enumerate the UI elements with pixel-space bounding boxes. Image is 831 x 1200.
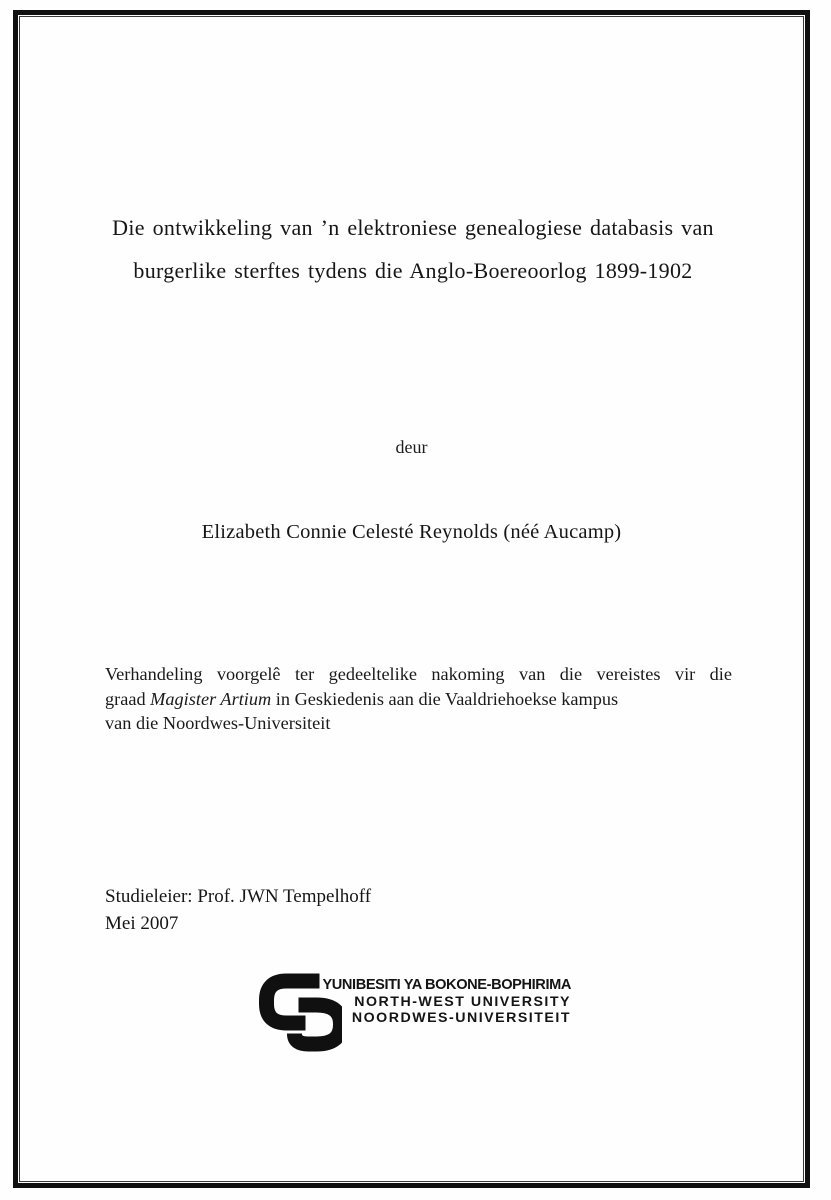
logo-text-setswana: YUNIBESITI YA BOKONE-BOPHIRIMA: [322, 977, 571, 993]
logo-text-afrikaans: NOORDWES-UNIVERSITEIT: [351, 1010, 571, 1027]
imprint-block: [105, 884, 371, 937]
thesis-title-line1: Die ontwikkeling van ’n elektroniese genealogiese databasis van: [112, 215, 714, 240]
thesis-title: [55, 206, 771, 292]
degree-statement-line1: Verhandeling voorgelê ter gedeeltelike nakoming van die vereistes vir die: [105, 664, 732, 684]
university-logo-text: [322, 977, 571, 1027]
author-name: Elizabeth Connie Celesté Reynolds (néé Aucamp): [201, 521, 622, 543]
university-logo: [258, 966, 578, 1056]
byline: deur: [395, 437, 428, 457]
degree-statement-line2: graad Magister Artium in Geskiedenis aan die Vaaldriehoekse kampus: [105, 688, 619, 709]
degree-statement-line3: van die Noordwes-Universiteit: [105, 713, 331, 734]
supervisor-line: Studieleier: Prof. JWN Tempelhoff: [105, 886, 372, 907]
degree-statement: [105, 662, 732, 736]
thesis-title-line2: burgerlike sterftes tydens die Anglo-Boereoorlog 1899-1902: [133, 258, 693, 283]
date-line: Mei 2007: [105, 912, 179, 934]
logo-text-english: NORTH-WEST UNIVERSITY: [354, 993, 571, 1010]
degree-name-italic: Magister Artium: [150, 688, 272, 709]
